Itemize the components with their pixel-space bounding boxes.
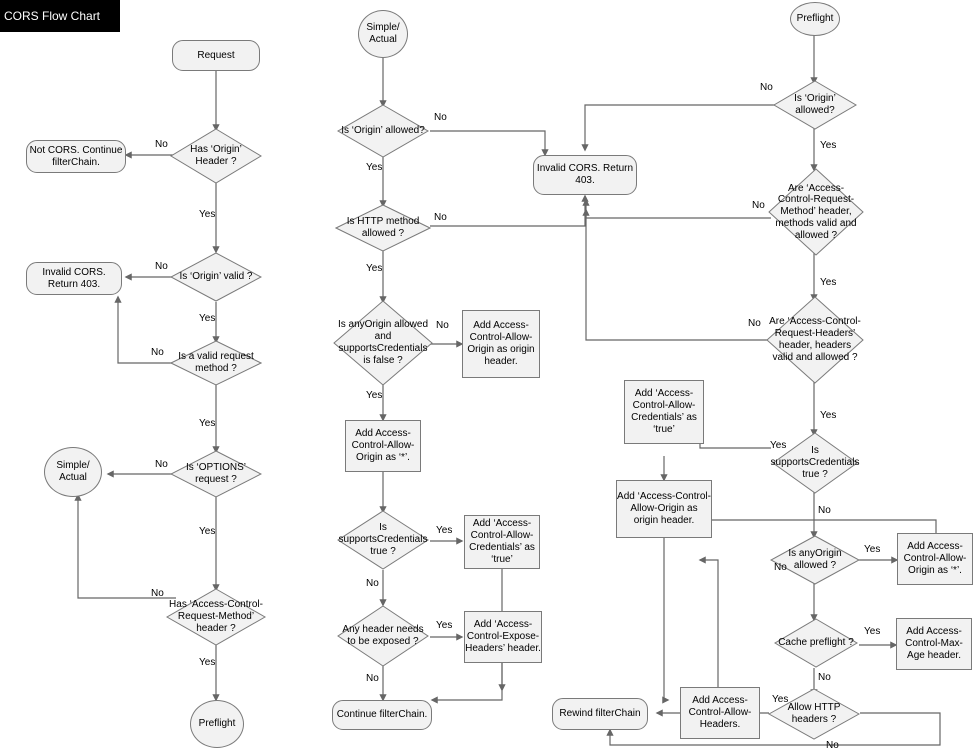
- node-add-acah: Add Access-Control-Allow-Headers.: [680, 687, 760, 739]
- page-title: CORS Flow Chart: [0, 0, 120, 32]
- node-supportscred-true-mid: [337, 510, 429, 570]
- edge-label-r11: Yes: [864, 626, 881, 637]
- node-add-acao-star-mid: Add Access-Control-Allow-Origin as ‘*’.: [345, 420, 421, 472]
- node-anyorigin-allowed-right-label: Is anyOrigin allowed ?: [788, 548, 842, 571]
- node-is-options-request-label: Is ‘OPTIONS’ request ?: [185, 462, 246, 485]
- node-has-origin-header-label: Has ‘Origin’ Header ?: [190, 144, 242, 167]
- edge-label-l7: No: [155, 459, 168, 470]
- node-has-acrm-header: [166, 588, 266, 646]
- node-simple-actual-top: Simple/ Actual: [358, 10, 408, 58]
- node-invalid-cors-mid: Invalid CORS. Return 403.: [533, 155, 637, 195]
- node-supportscred-true-mid-label: Is supportsCredentials true ?: [338, 522, 428, 557]
- edge-label-m3: No: [434, 212, 447, 223]
- node-add-acao-star-right: Add Access-Control-Allow-Origin as ‘*’.: [897, 533, 973, 585]
- edge-label-m6: Yes: [366, 390, 383, 401]
- edge-label-l8: Yes: [199, 526, 216, 537]
- edge-label-r10: No: [774, 562, 787, 573]
- node-add-aceh: Add ‘Access-Control-Expose-Headers’ header.: [464, 611, 542, 663]
- node-cache-preflight-label: Cache preflight ?: [778, 637, 854, 649]
- edge-label-r8: No: [818, 505, 831, 516]
- edge-label-l2: Yes: [199, 209, 216, 220]
- edge-label-r6: Yes: [820, 410, 837, 421]
- edge-label-l6: Yes: [199, 418, 216, 429]
- edge-label-l3: No: [155, 261, 168, 272]
- edge-label-l9: No: [151, 588, 164, 599]
- node-simple-actual-left: Simple/ Actual: [44, 447, 102, 497]
- edge-label-r1: No: [760, 82, 773, 93]
- node-not-cors-continue: Not CORS. Continue filterChain.: [26, 140, 126, 173]
- node-anyorigin-supportscred-false-label: Is anyOrigin allowed and supportsCredentials is false ?: [337, 319, 429, 366]
- node-continue-filterchain: Continue filterChain.: [332, 700, 432, 730]
- node-add-acao-origin-right: Add ‘Access-Control-Allow-Origin as origin header.: [616, 480, 712, 538]
- node-add-acac-true-mid: Add ‘Access-Control-Allow-Credentials’ as ‘true’: [464, 515, 540, 569]
- node-any-header-exposed-label: Any header needs to be exposed ?: [342, 624, 424, 647]
- edge-label-m5: No: [436, 320, 449, 331]
- edge-label-m8: No: [366, 578, 379, 589]
- node-any-header-exposed: [337, 605, 429, 667]
- node-acrm-valid-label: Are ‘Access-Control-Request-Method’ header, methods valid and allowed ?: [775, 182, 857, 241]
- node-origin-allowed-right: [773, 80, 857, 130]
- node-preflight-top: Preflight: [790, 2, 840, 36]
- edge-label-m1: No: [434, 112, 447, 123]
- node-has-acrm-header-label: Has ‘Access-Control-Request-Method’ header ?: [169, 599, 263, 634]
- node-acrh-valid: [766, 296, 864, 384]
- edge-label-m7: Yes: [436, 525, 453, 536]
- edge-label-r2: Yes: [820, 140, 837, 151]
- edge-label-l1: No: [155, 139, 168, 150]
- edge-label-r4: Yes: [820, 277, 837, 288]
- node-origin-allowed-mid-label: Is ‘Origin’ allowed?: [341, 125, 425, 137]
- node-origin-valid: [170, 252, 262, 302]
- edge-label-l5: No: [151, 347, 164, 358]
- node-has-origin-header: [170, 128, 262, 184]
- node-origin-valid-label: Is ‘Origin’ valid ?: [179, 271, 253, 283]
- edge-label-r13: Yes: [772, 694, 789, 705]
- node-valid-request-method-label: Is a valid request method ?: [178, 351, 254, 374]
- node-request: Request: [172, 40, 260, 71]
- node-add-acao-origin-mid: Add Access-Control-Allow-Origin as origin header.: [462, 310, 540, 378]
- edge-label-r14: No: [826, 740, 839, 751]
- node-add-acac-true-right: Add ‘Access-Control-Allow-Credentials’ as ‘true’: [624, 380, 704, 444]
- edge-label-r3: No: [752, 200, 765, 211]
- node-is-options-request: [170, 450, 262, 498]
- edge-label-m2: Yes: [366, 162, 383, 173]
- node-acrh-valid-label: Are ‘Access-Control-Request-Headers’ header, headers valid and allowed ?: [769, 316, 861, 363]
- edge-label-r5: No: [748, 318, 761, 329]
- edge-label-l4: Yes: [199, 313, 216, 324]
- edge-label-m9: Yes: [436, 620, 453, 631]
- node-cache-preflight: [774, 618, 858, 668]
- node-origin-allowed-right-label: Is ‘Origin’ allowed?: [794, 93, 836, 116]
- node-acrm-valid: [768, 168, 864, 256]
- edge-label-r12: No: [818, 672, 831, 683]
- node-rewind-filterchain: Rewind filterChain: [552, 698, 648, 730]
- node-add-acma: Add Access-Control-Max-Age header.: [896, 618, 972, 670]
- node-supportscred-true-right-label: Is supportsCredentials true ?: [770, 445, 860, 480]
- edge-label-m4: Yes: [366, 263, 383, 274]
- node-http-method-allowed: [335, 204, 431, 252]
- node-anyorigin-allowed-right: [770, 535, 860, 585]
- node-invalid-cors-left: Invalid CORS. Return 403.: [26, 262, 122, 295]
- edge-label-l10: Yes: [199, 657, 216, 668]
- node-valid-request-method: [170, 340, 262, 386]
- edge-label-r9: Yes: [864, 544, 881, 555]
- node-http-method-allowed-label: Is HTTP method allowed ?: [346, 216, 420, 239]
- edge-label-r7: Yes: [770, 440, 787, 451]
- node-origin-allowed-mid: [337, 104, 429, 158]
- node-preflight-left: Preflight: [190, 700, 244, 748]
- node-allow-http-headers-label: Allow HTTP headers ?: [787, 702, 841, 725]
- edge-label-m10: No: [366, 673, 379, 684]
- node-anyorigin-supportscred-false: [333, 300, 433, 386]
